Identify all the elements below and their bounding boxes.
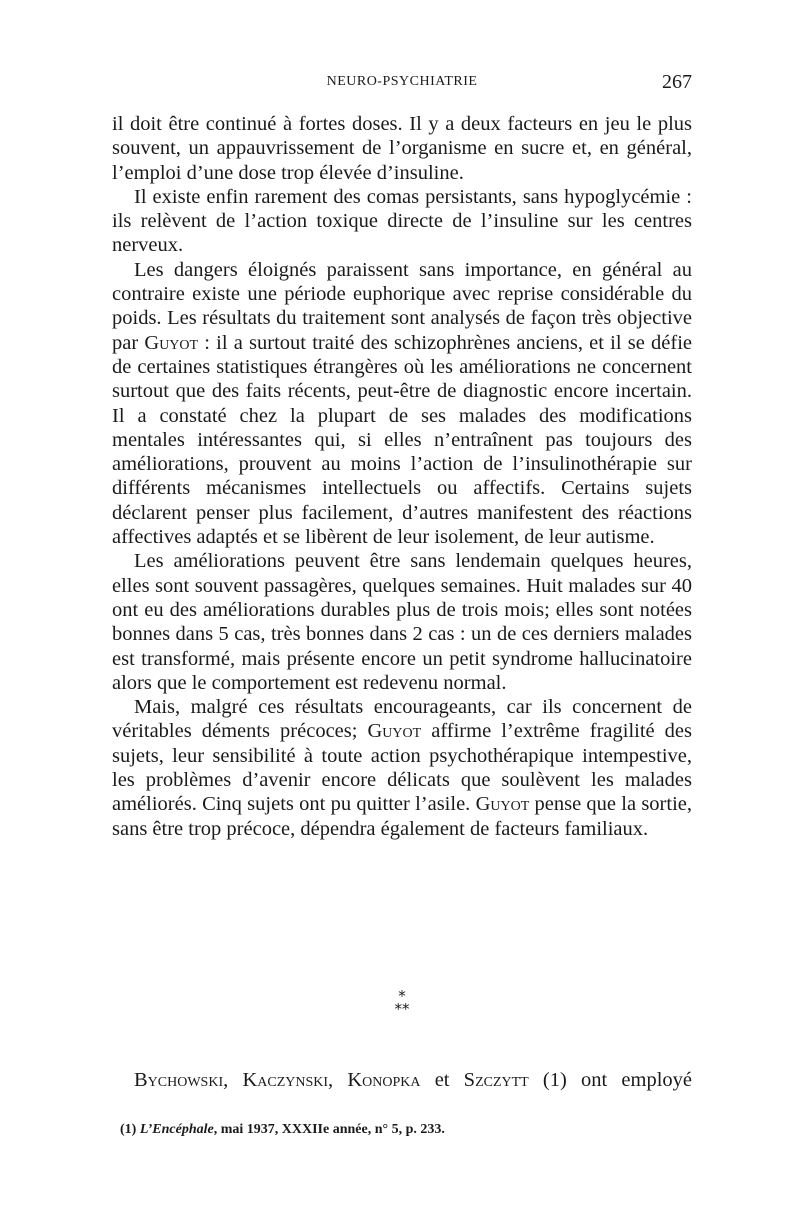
paragraph-5-text-a: Mais, malgré ces résultats encourageants, car ils concernent de véritables déments précoces;: [112, 696, 692, 743]
paragraph-4-text: Les améliorations peuvent être sans lendemain quelques heures, elles sont souvent passagères, quelques semaines. Huit malades sur 40 ont eu des améliorations durables plus de trois mois; elles sont notées bonnes dans 5 cas, très bonnes dans 2 cas : un de ces derniers malades est transformé, mais présente encore un petit syndrome hallucinatoire alors que le comportement est redevenu normal.: [112, 550, 692, 694]
separator-text: ,: [223, 1069, 243, 1091]
paragraph-6-text: (1) ont employé: [528, 1069, 692, 1091]
paragraph-6: [112, 1068, 692, 1092]
paragraph-5-text-c: pense que la sortie, sans être trop précoce, dépendra également de facteurs familiaux.: [112, 793, 692, 840]
asterism-top: *: [398, 987, 406, 1005]
footnote-journal: L’Encéphale: [139, 1122, 214, 1137]
paragraph-1: [112, 112, 692, 185]
page-header: [112, 71, 692, 98]
paragraph-2: [112, 185, 692, 258]
body-text: [112, 112, 692, 841]
connector-text: et: [420, 1069, 464, 1091]
author-name-bychowski: Bychowski: [134, 1069, 224, 1091]
section-separator-asterism: [382, 987, 422, 1018]
running-head: NEURO-PSYCHIATRIE: [326, 74, 478, 89]
author-name-szczytt: Szczytt: [463, 1069, 529, 1091]
author-name-guyot: Guyot: [144, 331, 199, 354]
footnote-marker: (1): [120, 1122, 140, 1137]
paragraph-1-text: il doit être continué à fortes doses. Il y a deux facteurs en jeu le plus souvent, un appauvrissement de l’organisme en sucre et, en général, l’emploi d’une dose trop élevée d’insuline.: [112, 113, 692, 184]
author-name-guyot: Guyot: [367, 720, 422, 743]
footnote: [120, 1122, 690, 1138]
page-number: 267: [662, 71, 692, 93]
paragraph-3-text-a: Les dangers éloignés paraissent sans importance, en général au contraire existe une période euphorique avec reprise considérable du poids. Les résultats du traitement sont analysés de façon très objective par: [112, 258, 692, 354]
author-name-kaczynski: Kaczynski: [242, 1069, 329, 1091]
separator-text: ,: [328, 1069, 348, 1091]
asterism-bottom: **: [394, 1000, 410, 1018]
author-name-konopka: Konopka: [347, 1069, 421, 1091]
paragraph-3-text-b: : il a surtout traité des schizophrènes anciens, et il se défie de certaines statistiques étrangères où les améliorations ne concernent surtout que des faits récents, peut-être de diagnostic encore incertain. Il a constaté chez la plupart de ses malades des modifications mentales intéressantes qui, si elles n’entraînent pas toujours des améliorations, prouvent au moins l’action de l’insulinothérapie sur différents mécanismes intellectuels ou affectifs. Certains sujets déclarent penser plus facilement, d’autres manifestent des réactions affectives adaptés et se libèrent de leur isolement, de leur autisme.: [112, 331, 692, 549]
paragraph-5: [112, 695, 692, 841]
paragraph-2-text: Il existe enfin rarement des comas persistants, sans hypoglycémie : ils relèvent de l’action toxique directe de l’insuline sur les centres nerveux.: [112, 185, 692, 257]
paragraph-3: [112, 258, 692, 550]
paragraph-4: [112, 549, 692, 695]
paragraph-5-text-b: affirme l’extrême fragilité des sujets, leur sensibilité à toute action psychothérapique intempestive, les problèmes d’avenir encore délicats que soulèvent les malades améliorés. Cinq sujets ont pu quitter l’asile.: [112, 720, 692, 816]
author-name-guyot: Guyot: [475, 793, 530, 816]
footnote-details: , mai 1937, XXXIIe année, n° 5, p. 233.: [213, 1122, 445, 1137]
